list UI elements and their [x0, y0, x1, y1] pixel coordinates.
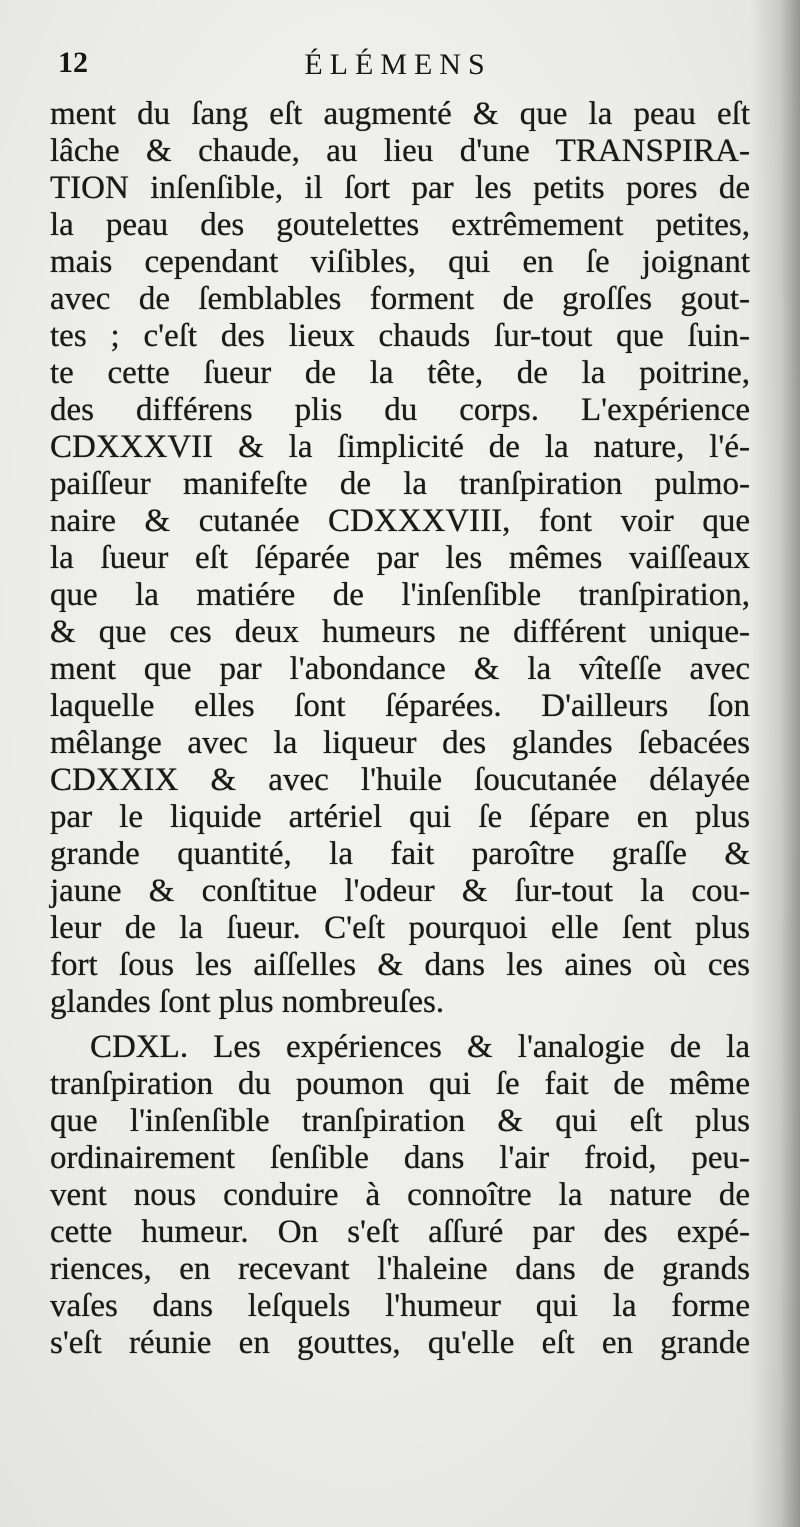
page-number: 12 — [58, 46, 88, 79]
text-line: grande quantité, la fait paroître graſſe & — [50, 836, 750, 872]
text-line: leur de la ſueur. C'eſt pourquoi elle ſent plus — [50, 910, 750, 946]
text-line: naire & cutanée CDXXXVIII, font voir que — [50, 503, 750, 539]
text-line: fort ſous les aiſſelles & dans les aines où ces — [50, 947, 750, 983]
running-head: ÉLÉMENS — [304, 48, 492, 81]
text-line: des différens plis du corps. L'expérience — [50, 392, 750, 428]
text-line: jaune & conſtitue l'odeur & ſur-tout la cou- — [50, 873, 750, 909]
body-text — [50, 96, 750, 1362]
text-line: CDXXIX & avec l'huile ſoucutanée délayée — [50, 762, 750, 798]
text-line: mêlange avec la liqueur des glandes ſebacées — [50, 725, 750, 761]
text-line: ment du ſang eſt augmenté & que la peau eſt — [50, 96, 750, 132]
text-line: CDXL. Les expériences & l'analogie de la — [90, 1029, 750, 1065]
text-line: tes ; c'eſt des lieux chauds ſur-tout que ſuin- — [50, 318, 750, 354]
text-line: par le liquide artériel qui ſe ſépare en plus — [50, 799, 750, 835]
text-line: glandes ſont plus nombreuſes. — [50, 984, 445, 1020]
text-line: avec de ſemblables forment de groſſes gout- — [50, 281, 750, 317]
text-line: que la matiére de l'inſenſible tranſpiration, — [50, 577, 750, 613]
text-line: paiſſeur manifeſte de la tranſpiration pulmo- — [50, 466, 750, 502]
text-line: vaſes dans leſquels l'humeur qui la forme — [50, 1288, 750, 1324]
paragraph-break — [50, 1021, 750, 1029]
text-line: que l'inſenſible tranſpiration & qui eſt plus — [50, 1103, 750, 1139]
text-line: la ſueur eſt ſéparée par les mêmes vaiſſeaux — [50, 540, 750, 576]
text-line: CDXXXVII & la ſimplicité de la nature, l'é- — [50, 429, 750, 465]
text-line: cette humeur. On s'eſt aſſuré par des expé- — [50, 1214, 750, 1250]
text-line: ment que par l'abondance & la vîteſſe avec — [50, 651, 750, 687]
text-line: la peau des goutelettes extrêmement petites, — [50, 207, 750, 243]
text-line: laquelle elles ſont ſéparées. D'ailleurs ſon — [50, 688, 750, 724]
page-header — [58, 46, 738, 96]
text-line: s'eſt réunie en gouttes, qu'elle eſt en grande — [50, 1325, 750, 1361]
text-line: TION inſenſible, il ſort par les petits pores de — [50, 170, 750, 206]
text-line: ordinairement ſenſible dans l'air froid, peu- — [50, 1140, 750, 1176]
text-line: vent nous conduire à connoître la nature de — [50, 1177, 750, 1213]
text-line: riences, en recevant l'haleine dans de grands — [50, 1251, 750, 1287]
text-line: mais cependant viſibles, qui en ſe joignant — [50, 244, 750, 280]
text-line: lâche & chaude, au lieu d'une TRANSPIRA- — [50, 133, 750, 169]
text-line: te cette ſueur de la tête, de la poitrine, — [50, 355, 750, 391]
text-line: tranſpiration du poumon qui ſe fait de même — [50, 1066, 750, 1102]
text-line: & que ces deux humeurs ne différent unique- — [50, 614, 750, 650]
